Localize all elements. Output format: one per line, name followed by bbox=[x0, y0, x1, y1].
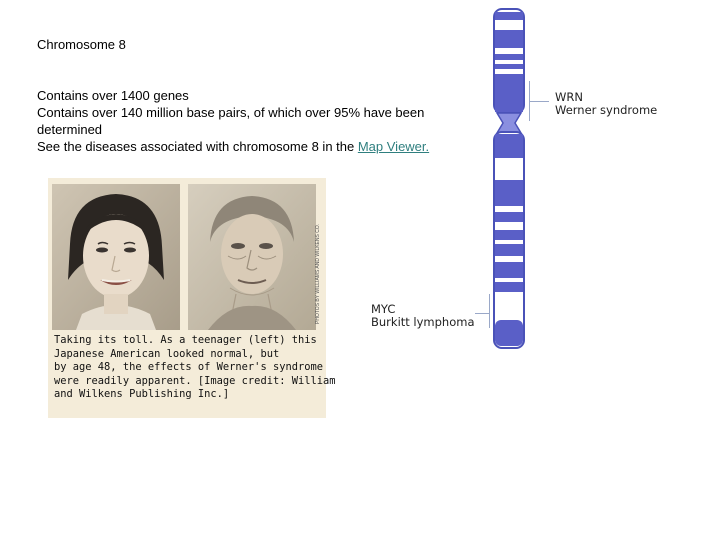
caption-line-5: and Wilkens Publishing Inc.] bbox=[54, 388, 230, 401]
map-viewer-link[interactable]: Map Viewer. bbox=[357, 139, 430, 154]
werner-syndrome-photo bbox=[48, 178, 336, 418]
gene-count-line: Contains over 1400 genes bbox=[37, 88, 189, 103]
teenager-portrait-image bbox=[52, 184, 180, 330]
chromosome-8-ideogram bbox=[493, 8, 525, 350]
body-text bbox=[37, 87, 467, 155]
chromosome-short-arm bbox=[494, 9, 524, 113]
adult-portrait-image bbox=[188, 184, 316, 330]
caption-line-2: Japanese American looked normal, but bbox=[54, 347, 280, 360]
myc-pointer-tick bbox=[475, 313, 489, 314]
centromere bbox=[497, 113, 521, 133]
base-pairs-line: Contains over 140 million base pairs, of which over 95% have been determined bbox=[37, 105, 425, 137]
chromosome-long-arm bbox=[494, 132, 524, 348]
caption-line-3: by age 48, the effects of Werner's syndrome bbox=[54, 361, 323, 374]
wrn-pointer-tick bbox=[529, 101, 549, 102]
see-diseases-text: See the diseases associated with chromosome 8 in the bbox=[37, 139, 358, 154]
caption-line-4: were readily apparent. [Image credit: William bbox=[54, 374, 336, 387]
slide-title: Chromosome 8 bbox=[37, 37, 126, 52]
myc-pointer bbox=[489, 294, 490, 328]
adult-portrait bbox=[188, 184, 316, 330]
wrn-symbol: WRN bbox=[555, 90, 583, 104]
caption-line-1: Taking its toll. As a teenager (left) this bbox=[54, 334, 317, 346]
teenager-portrait bbox=[52, 184, 180, 330]
photo-caption bbox=[54, 334, 336, 402]
wrn-gene-label bbox=[555, 91, 657, 117]
myc-symbol: MYC bbox=[371, 302, 396, 316]
wrn-disease: Werner syndrome bbox=[555, 103, 658, 117]
photo-side-credit: PHOTOS BY WILLIAMS AND WILKENS CO. bbox=[315, 223, 321, 324]
myc-gene-label bbox=[371, 303, 475, 329]
myc-disease: Burkitt lymphoma bbox=[371, 315, 475, 329]
see-diseases-line bbox=[37, 138, 467, 155]
